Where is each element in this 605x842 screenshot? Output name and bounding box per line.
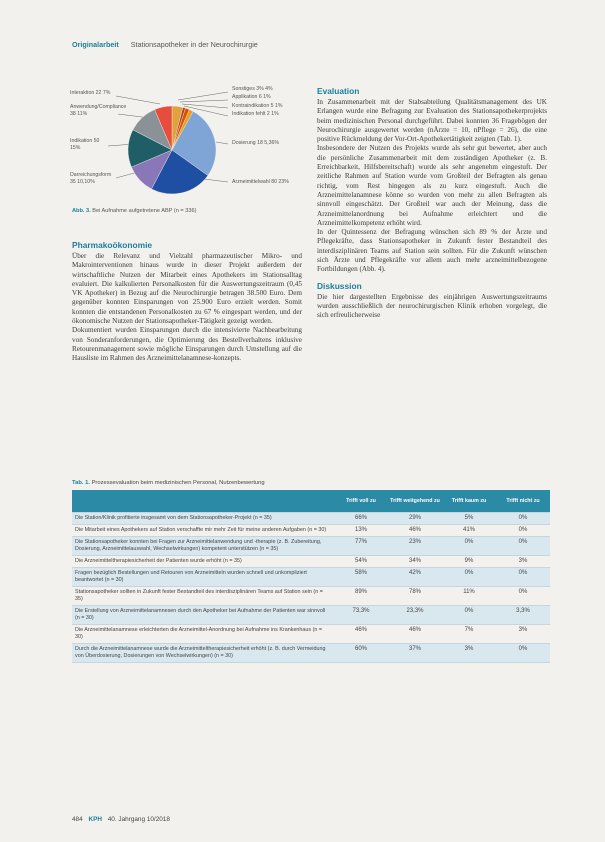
cell-value: 29% — [388, 513, 442, 525]
pie-label-indikation: Indikation 50 15% — [70, 138, 100, 151]
column-header: Trifft weitgehend zu — [388, 490, 442, 513]
row-statement: Die Arzneimittelanamnese erleichterten die Arzneimittel-Anordnung bei Aufnahme ins Krankenhaus (n = 30) — [72, 625, 334, 644]
pie-label-interaktion: Interaktion 22 7% — [70, 90, 111, 96]
running-title: Stationsapotheker in der Neurochirurgie — [130, 40, 258, 49]
cell-value: 5% — [442, 513, 496, 525]
paragraph: In Zusammenarbeit mit der Stabsabteilung Qualitätsmanagement des UK Erlangen wurde eine Befragung zur Evaluation des Stationsapothekerprojekts beim medizinischen Personal durchgeführt. Dabei konnten 36 Fragebögen der Neurochirurgie ausgewertet werden (nÄrzte = 10, nPflege = 26), die eine positive Rückmeldung der Vor-Ort-Apothekertätigkeit zeigten (Tab. 1). — [317, 98, 547, 144]
cell-value: 77% — [334, 537, 388, 556]
cell-value: 37% — [388, 644, 442, 663]
table-row — [72, 556, 550, 568]
table-header-row — [72, 490, 550, 513]
heading-diskussion: Diskussion — [317, 280, 362, 291]
table-row — [72, 625, 550, 644]
cell-value: 7% — [442, 625, 496, 644]
table-row — [72, 587, 550, 606]
paragraph: In der Quintessenz der Befragung wünschen sich 89 % der Ärzte und Pflegekräfte, dass Stationsapotheker in Zukunft fester Bestandteil des interdisziplinären Teams auf Station sein sollten. Für die Zukunft wünschen sich Ärzte und Pflegekräfte vor allem auch mehr arzneimittelbezogene Fortbildungen (Abb. 4). — [317, 228, 547, 274]
journal-name: KPH — [88, 816, 102, 823]
cell-value: 54% — [334, 556, 388, 568]
figure-caption-text: Bei Aufnahme aufgetretene ABP (n = 336) — [92, 208, 197, 214]
table-caption-text: Prozessevaluation beim medizinischen Personal, Nutzenbewertung — [91, 480, 265, 486]
cell-value: 34% — [388, 556, 442, 568]
cell-value: 23,3% — [388, 606, 442, 625]
heading-evaluation: Evaluation — [317, 86, 360, 96]
cell-value: 0% — [442, 568, 496, 587]
column-header: Trifft kaum zu — [442, 490, 496, 513]
column-header: Trifft nicht zu — [496, 490, 550, 513]
cell-value: 0% — [442, 606, 496, 625]
pie-label-anwendung: Anwendung/Compliance 38 11% — [70, 104, 127, 117]
figure-caption — [72, 208, 196, 214]
cell-value: 3% — [496, 625, 550, 644]
table-row — [72, 644, 550, 663]
table-row — [72, 513, 550, 525]
cell-value: 89% — [334, 587, 388, 606]
cell-value: 3,3% — [496, 606, 550, 625]
table-caption — [72, 480, 265, 486]
page-footer — [72, 816, 170, 823]
pie-label-sonstiges: Sonstiges 3% 4% — [232, 86, 273, 92]
cell-value: 0% — [496, 587, 550, 606]
pie-label-dosierung: Dosierung 18 5,36% — [232, 140, 280, 146]
paragraph: Die hier dargestellten Ergebnisse des einjährigen Auswertungszeitraums wurden ausschließlich der neurochirurgischen Klinik erhoben vorgelegt, die sich erfreulicherweise — [317, 292, 547, 320]
paragraph: Insbesondere der Nutzen des Projekts wurde als sehr gut bewertet, aber auch die persönliche Zusammenarbeit mit dem zuständigen Apotheker (z. B. Erreichbarkeit, Hilfsbereitschaft) wurde als sehr angenehm eingestuft. Der zeitliche Rahmen auf Station wurde vom Großteil der Befragten als genau richtig, vom Rest hingegen als zu kurz eingestuft. Auch die Arzneimittelanamnese könne so wurden von mehr zu allen Befragten als sinnvoll eingeschätzt. Der Großteil war auch der Meinung, dass die Arzneimittelanordnung bei Aufnahme erleichtert und die Arzneimittelkompetenz erhöht wird. — [317, 144, 547, 227]
column-header — [72, 490, 334, 513]
paragraph: Über die Relevanz und Vielzahl pharmazeutischer Mikro- und Makrointerventionen hinaus wurde in dieser Projekt außerdem der wirtschaftliche Nutzen der Mitarbeit eines Apothekers im Stationsalltag evaluiert. Die kalkulierten Personalkosten für die Auswertungszeitraum (0,45 VK Apotheker) in Bezug auf die Neurochirurgie betragen 38.500 Euro. Dem gegenüber konnten Einsparungen von 25.900 Euro erzielt werden. Somit konnten die entstandenen Personalkosten zu 67 % eingespart werden, und der ökonomische Nutzen der Stationsapotheker-Tätigkeit gezeigt werden. — [72, 252, 302, 326]
cell-value: 58% — [334, 568, 388, 587]
row-statement: Fragen bezüglich Bestellungen und Retouren von Arzneimitteln wurden schnell und unkompliziert beantwortet (n = 30) — [72, 568, 334, 587]
table-row — [72, 568, 550, 587]
cell-value: 46% — [388, 625, 442, 644]
cell-value: 46% — [334, 625, 388, 644]
table-row — [72, 606, 550, 625]
cell-value: 3% — [442, 644, 496, 663]
row-statement: Die Erstellung von Arzneimittelanamnesen durch den Apotheker bei Aufnahme der Patienten war sinnvoll (n = 30) — [72, 606, 334, 625]
cell-value: 0% — [442, 537, 496, 556]
row-statement: Die Mitarbeit eines Apothekers auf Station verschaffte mir mehr Zeit für meine anderen Aufgaben (n = 30) — [72, 525, 334, 537]
cell-value: 23% — [388, 537, 442, 556]
cell-value: 0% — [496, 568, 550, 587]
cell-value: 78% — [388, 587, 442, 606]
heading-pharmakooekonomie: Pharmakoökonomie — [72, 240, 153, 250]
row-statement: Die Station/Klinik profitierte insgesamt von dem Stationsapotheker-Projekt (n = 35) — [72, 513, 334, 525]
pie-label-darreichungsform: Darreichungsform 35 10,10% — [70, 172, 112, 185]
cell-value: 9% — [442, 556, 496, 568]
cell-value: 46% — [388, 525, 442, 537]
row-statement: Stationsapotheker sollten in Zukunft fester Bestandteil des interdisziplinären Teams auf Station sein (n = 35) — [72, 587, 334, 606]
row-statement: Durch die Arzneimittelanamnese wurde die Arzneimitteltherapiesicherheit erhöht (z. B. durch Vermeidung von Überdosierung, Dosierungen von Wechselwirkungen) (n = 30) — [72, 644, 334, 663]
figure-caption-number: Abb. 3. — [72, 208, 91, 214]
cell-value: 41% — [442, 525, 496, 537]
cell-value: 42% — [388, 568, 442, 587]
cell-value: 66% — [334, 513, 388, 525]
pie-label-indikation-fehlt: Indikation fehlt 2 1% — [232, 111, 279, 117]
table-caption-number: Tab. 1. — [72, 480, 90, 486]
pie-label-kontraindikation: Kontraindikation 5 1% — [232, 103, 283, 109]
cell-value: 3% — [496, 556, 550, 568]
issue-info: 40. Jahrgang 10/2018 — [107, 816, 170, 823]
pie-label-arzneimittelwahl: Arzneimittelwahl 80 23% — [232, 179, 289, 185]
pie-label-applikation: Applikation 6 1% — [232, 94, 271, 100]
evaluation-table — [72, 490, 550, 663]
cell-value: 0% — [496, 525, 550, 537]
page-header — [72, 40, 258, 49]
table-row — [72, 525, 550, 537]
paragraph: Dokumentiert wurden Einsparungen durch die intensivierte Nachbearbeitung von Sonderanforderungen, die Optimierung des Bestellverhaltens inklusive Retourenmanagement sowie mögliche Einsparungen durch Umstellung auf die Hausliste im Rahmen des Arzneimittelanamnese-konzepts. — [72, 326, 302, 363]
column-header: Trifft voll zu — [334, 490, 388, 513]
table-row — [72, 537, 550, 556]
row-statement: Die Stationsapotheker konnten bei Fragen zur Arzneimittelanwendung und -therapie (z. B. Zubereitung, Dosierung, Arzneimittelauswahl, Wechselwirkungen) kompetent unterstützen (n = 35) — [72, 537, 334, 556]
section-label: Originalarbeit — [72, 40, 119, 49]
cell-value: 11% — [442, 587, 496, 606]
page-number: 484 — [72, 816, 83, 823]
cell-value: 0% — [496, 644, 550, 663]
cell-value: 60% — [334, 644, 388, 663]
row-statement: Die Arzneimitteltherapiesicherheit der Patienten wurde erhöht (n = 35) — [72, 556, 334, 568]
right-column — [317, 86, 547, 321]
cell-value: 73,3% — [334, 606, 388, 625]
cell-value: 0% — [496, 513, 550, 525]
left-column — [72, 240, 302, 364]
pie-figure — [68, 82, 313, 207]
cell-value: 13% — [334, 525, 388, 537]
cell-value: 0% — [496, 537, 550, 556]
